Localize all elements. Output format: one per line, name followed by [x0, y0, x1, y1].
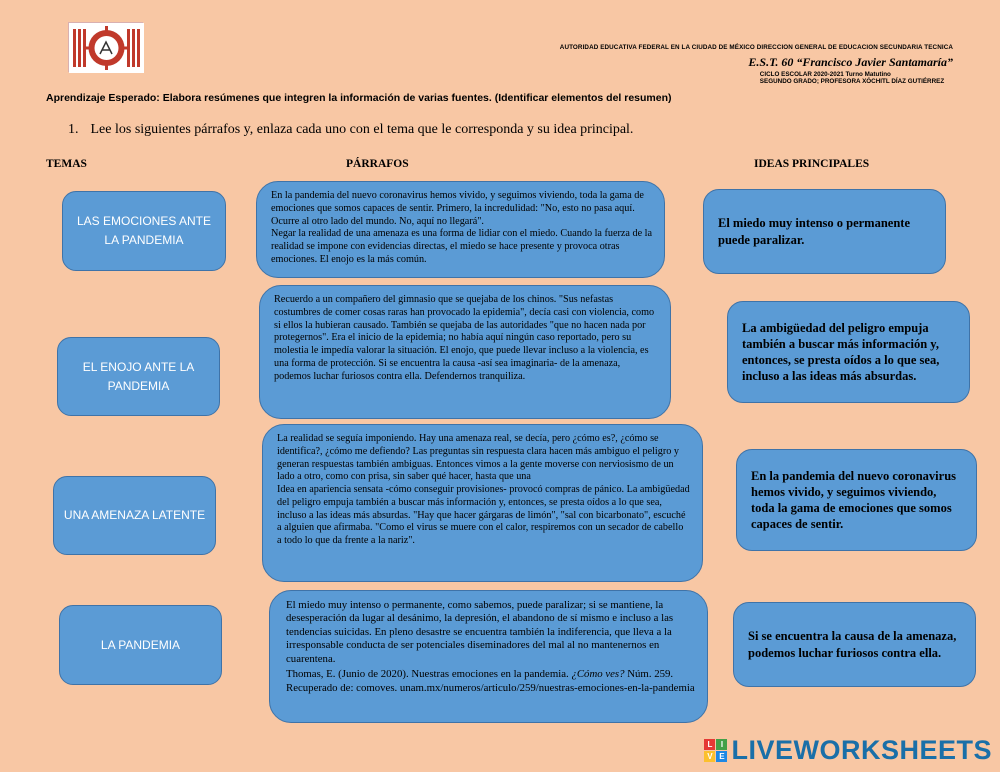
paragraph-box[interactable]: [262, 424, 703, 582]
idea-box[interactable]: [703, 189, 946, 274]
paragraph-text: Idea en apariencia sensata -cómo conseguir provisiones- provocó compras de pánico. La ambigüedad del peligro empuja también a buscar más información y, entonces, se presta oídos a lo que sea, incluso a las ideas más absurdas. "Hay que hacer gárgaras de limón", "sal con bicarbonato", escuché a alguien que afirmaba. "Como el virus se muere con el calor, respiremos con un secador de cabello a todo lo que da frente a la nariz".: [277, 484, 690, 546]
citation-suffix: Núm. 259. Recuperado de: comoves. unam.mx/numeros/articulo/259/nuestras-emociones-en-la-pandemia: [286, 668, 695, 694]
paragraph-box[interactable]: [256, 181, 665, 278]
school-name: E.S.T. 60 “Francisco Javier Santamaría”: [748, 55, 953, 69]
paragraph-text: En la pandemia del nuevo coronavirus hemos vivido, y seguimos viviendo, toda la gama de emociones que somos capaces de sentir. Primero, la incredulidad: "No, esto no pasa aquí. Ocurre al otro lado del mundo. No, aquí no llegará".: [271, 190, 644, 227]
idea-text: La ambigüedad del peligro empuja también a buscar más información y, entonces, se presta oídos a lo que sea, incluso a las ideas más absurdas.: [742, 320, 940, 384]
liveworksheets-squares: [704, 739, 727, 762]
idea-box[interactable]: [733, 602, 976, 687]
instruction: [68, 122, 633, 138]
liveworksheets-text: LIVEWORKSHEETS: [731, 735, 992, 765]
idea-box[interactable]: [727, 301, 970, 403]
theme-box[interactable]: [53, 476, 216, 555]
liveworksheets-logo: [704, 735, 992, 766]
theme-label: UNA AMENAZA LATENTE: [63, 508, 206, 523]
school-cycle: CICLO ESCOLAR 2020-2021 Turno Matutino: [759, 71, 891, 78]
logo-square-i: I: [716, 739, 727, 750]
logo-square-e: E: [716, 751, 727, 762]
school-header: [560, 44, 953, 85]
citation: [286, 668, 695, 695]
logo-square-v: V: [704, 751, 715, 762]
theme-label: LAS EMOCIONES ANTE LA PANDEMIA: [76, 214, 212, 247]
paragraph-text: El miedo muy intenso o permanente, como sabemos, puede paralizar; si se mantiene, la desesperación da lugar al desánimo, la depresión, el abandono de sí mismo e incluso a las tendencias suicidas. En pleno desastre se encuentra también la indiferencia, que lleva a la irresponsable conducta de ser potenciales diseminadores del mal al no mantenernos en cuarentena.: [286, 599, 674, 665]
gear-logo-icon: [69, 23, 144, 73]
idea-text: El miedo muy intenso o permanente puede paralizar.: [718, 216, 911, 247]
theme-label: LA PANDEMIA: [100, 637, 181, 652]
paragraph-box[interactable]: [259, 285, 671, 419]
idea-text: Si se encuentra la causa de la amenaza, podemos luchar furiosos contra ella.: [748, 629, 957, 660]
authority-line: AUTORIDAD EDUCATIVA FEDERAL EN LA CIUDAD DE MÉXICO DIRECCION GENERAL DE EDUCACION SECUNDARIA TECNICA: [559, 44, 953, 51]
theme-box[interactable]: [57, 337, 220, 416]
theme-box[interactable]: [59, 605, 222, 685]
grade-teacher: SEGUNDO GRADO; PROFESORA XÓCHITL DÍAZ GUTIÉRREZ: [759, 78, 945, 85]
theme-label: EL ENOJO ANTE LA PANDEMIA: [82, 359, 195, 393]
idea-text: En la pandemia del nuevo coronavirus hemos vivido, y seguimos viviendo, toda la gama de emociones que somos capaces de sentir.: [751, 468, 957, 532]
citation-prefix: Thomas, E. (Junio de 2020). Nuestras emociones en la pandemia.: [286, 668, 572, 681]
logo-square-l: L: [704, 739, 715, 750]
column-header-ideas: IDEAS PRINCIPALES: [754, 158, 870, 170]
theme-box[interactable]: [62, 191, 226, 271]
citation-title: ¿Cómo ves?: [571, 668, 625, 681]
learning-objective: Aprendizaje Esperado: Elabora resúmenes que integren la información de varias fuentes. (Identificar elementos del resumen): [46, 92, 672, 104]
paragraph-text: La realidad se seguía imponiendo. Hay una amenaza real, se decía, pero ¿cómo es?, ¿cómo se identifica?, ¿cómo me defiendo? Las preguntas sin respuesta clara hacen más ambiguo el peligro y generan respuestas también ambiguas. Entonces vimos a la gente moverse con nerviosismo de un lado a otro, como con prisa, sin saber qué hacer, hasta que una: [277, 433, 679, 483]
instruction-text: Lee los siguientes párrafos y, enlaza cada uno con el tema que le corresponda y su idea principal.: [90, 122, 634, 137]
school-logo: [68, 22, 143, 72]
column-header-temas: TEMAS: [46, 158, 87, 170]
instruction-number: 1.: [68, 122, 79, 137]
paragraph-text: Negar la realidad de una amenaza es una forma de lidiar con el miedo. Cuando la fuerza de la realidad se impone con evidencias directas, el miedo se hace presente y provoca otras emociones. El enojo es la más común.: [271, 228, 653, 265]
paragraph-text: Recuerdo a un compañero del gimnasio que se quejaba de los chinos. "Sus nefastas costumbres de comer cosas raras han provocado la epidemia", decía casi con violencia, como si ellos la hubieran causado. También se quejaba de las autoridades "que no hacen nada por protegernos". Era el inicio de la epidemia; no había aquí ningún caso reportado, pero su molestia le impedía valorar la situación. El enojo, que puede llevar incluso a la violencia, es una forma de protección. Si se encuentra la causa -así sea imaginaria- de la amenaza, podemos luchar furiosos contra ella. Defendernos tranquiliza.: [274, 294, 655, 382]
idea-box[interactable]: [736, 449, 977, 551]
column-header-parrafos: PÁRRAFOS: [346, 158, 409, 170]
paragraph-box[interactable]: [269, 590, 708, 723]
